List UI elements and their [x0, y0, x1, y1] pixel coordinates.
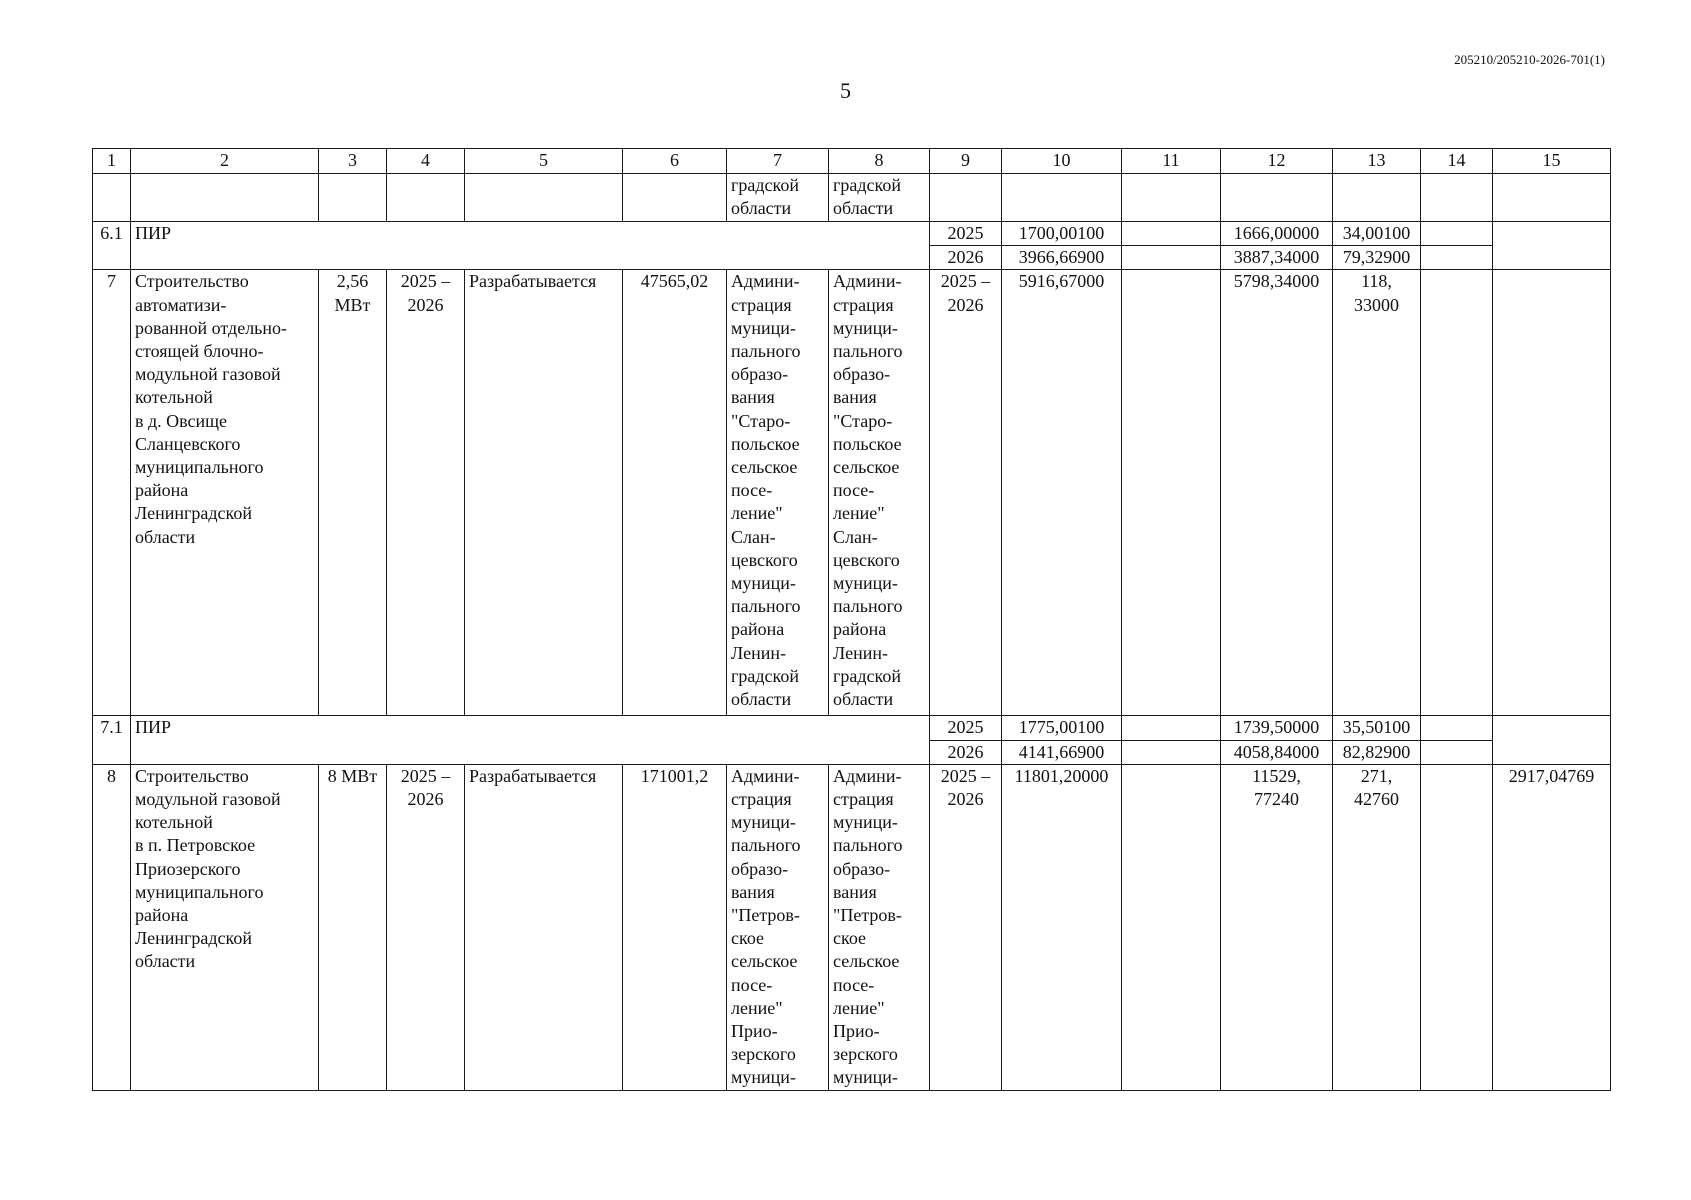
amount-local: 271, 42760 [1333, 764, 1421, 1090]
row-number: 8 [93, 764, 131, 1090]
amount-total: 11801,20000 [1002, 764, 1122, 1090]
column-number: 8 [829, 149, 930, 174]
amount-total: 4141,66900 [1002, 740, 1122, 764]
year-cell: 2026 [930, 246, 1002, 270]
column-number-row [93, 149, 1611, 174]
amount-local: 34,00100 [1333, 222, 1421, 246]
page-number: 5 [840, 78, 851, 103]
organization-cell: градской области [727, 174, 829, 222]
table-row [93, 764, 1611, 1090]
column-number: 10 [1002, 149, 1122, 174]
period-cell: 2025 – 2026 [930, 764, 1002, 1090]
amount-total: 3966,66900 [1002, 246, 1122, 270]
amount-extra: 2917,04769 [1493, 764, 1611, 1090]
table-row [93, 222, 1611, 246]
column-number: 4 [387, 149, 465, 174]
organization-cell: Админи- страция муници- пального образо- вания "Старо- польское сельское посе- ление" Слан- цевского муници- пального района Ленин- градской области [727, 270, 829, 716]
column-number: 13 [1333, 149, 1421, 174]
document-code: 205210/205210-2026-701(1) [1454, 52, 1605, 67]
row-label: ПИР [131, 222, 930, 270]
amount-regional: 1739,50000 [1221, 716, 1333, 740]
amount-regional: 1666,00000 [1221, 222, 1333, 246]
object-name: Строительство автоматизи- рованной отдельно- стоящей блочно- модульной газовой котельной в д. Овсище Сланцевского муниципального района Ленинградской области [131, 270, 319, 716]
organization-cell: градской области [829, 174, 930, 222]
organization-cell: Админи- страция муници- пального образо- вания "Старо- польское сельское посе- ление" Слан- цевского муници- пального района Ленин- градской области [829, 270, 930, 716]
year-cell: 2025 [930, 222, 1002, 246]
period-cell: 2025 – 2026 [387, 764, 465, 1090]
amount-total: 5916,67000 [1002, 270, 1122, 716]
amount-regional: 3887,34000 [1221, 246, 1333, 270]
continuation-row [93, 174, 1611, 222]
column-number: 9 [930, 149, 1002, 174]
table-row [93, 716, 1611, 740]
column-number: 6 [623, 149, 727, 174]
row-number: 7 [93, 270, 131, 716]
amount-regional: 11529, 77240 [1221, 764, 1333, 1090]
amount-local: 82,82900 [1333, 740, 1421, 764]
year-cell: 2026 [930, 740, 1002, 764]
amount-local: 79,32900 [1333, 246, 1421, 270]
status-cell: Разрабатывается [465, 270, 623, 716]
amount-regional: 5798,34000 [1221, 270, 1333, 716]
column-number: 7 [727, 149, 829, 174]
column-number: 11 [1122, 149, 1221, 174]
investment-table [92, 148, 1611, 1091]
column-number: 2 [131, 149, 319, 174]
year-cell: 2025 [930, 716, 1002, 740]
column-number: 12 [1221, 149, 1333, 174]
column-number: 1 [93, 149, 131, 174]
row-number: 7.1 [93, 716, 131, 764]
row-number: 6.1 [93, 222, 131, 270]
object-name: Строительство модульной газовой котельной в п. Петровское Приозерского муниципального района Ленинградской области [131, 764, 319, 1090]
power-cell: 8 МВт [319, 764, 387, 1090]
status-cell: Разрабатывается [465, 764, 623, 1090]
table-row [93, 270, 1611, 716]
column-number: 14 [1421, 149, 1493, 174]
amount-regional: 4058,84000 [1221, 740, 1333, 764]
period-cell: 2025 – 2026 [930, 270, 1002, 716]
column-number: 15 [1493, 149, 1611, 174]
organization-cell: Админи- страция муници- пального образо- вания "Петров- ское сельское посе- ление" Прио- зерского муници- [727, 764, 829, 1090]
power-cell: 2,56 МВт [319, 270, 387, 716]
cost-cell: 171001,2 [623, 764, 727, 1090]
amount-total: 1775,00100 [1002, 716, 1122, 740]
row-label: ПИР [131, 716, 930, 764]
amount-local: 35,50100 [1333, 716, 1421, 740]
cost-cell: 47565,02 [623, 270, 727, 716]
column-number: 3 [319, 149, 387, 174]
amount-total: 1700,00100 [1002, 222, 1122, 246]
column-number: 5 [465, 149, 623, 174]
period-cell: 2025 – 2026 [387, 270, 465, 716]
amount-local: 118, 33000 [1333, 270, 1421, 716]
organization-cell: Админи- страция муници- пального образо- вания "Петров- ское сельское посе- ление" Прио- зерского муници- [829, 764, 930, 1090]
